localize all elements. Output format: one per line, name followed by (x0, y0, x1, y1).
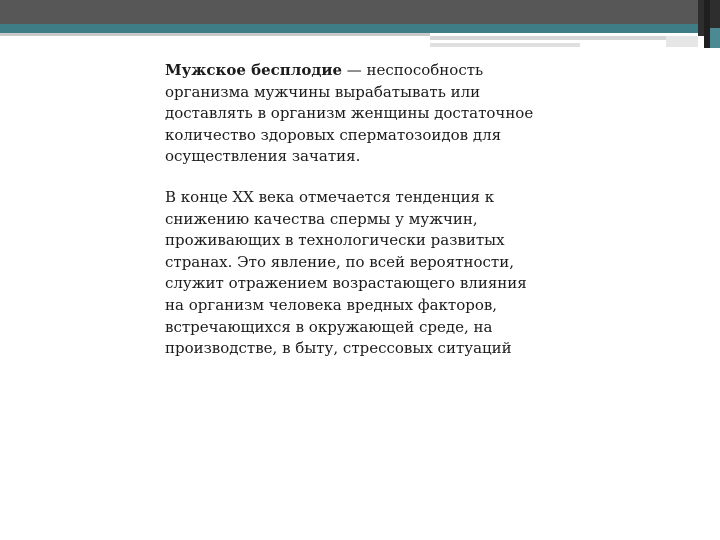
header-teal-band (0, 24, 698, 33)
header-dark-band (0, 0, 698, 24)
corner-decoration-light (666, 36, 698, 47)
defined-term: Мужское бесплодие (165, 61, 342, 79)
corner-decoration-teal (710, 28, 720, 48)
header-stripe (430, 43, 580, 47)
definition-text: — неспособность организма мужчины вырабатывать или доставлять в организм женщины достаточное количество здоровых сперматозоидов для осуществления зачатия. (165, 61, 534, 166)
header-stripe (0, 33, 430, 36)
header-stripe (430, 36, 666, 40)
definition-paragraph (165, 60, 535, 168)
trend-paragraph: В конце XX века отмечается тенденция к снижению качества спермы у мужчин, проживающих в технологически развитых странах. Это явление, по всей вероятности, служит отражением возрастающего влияния на организм человека вредных факторов, встречающихся в окружающей среде, на производстве, в быту, стрессовых ситуаций (165, 187, 527, 358)
slide-body-text (165, 60, 535, 379)
